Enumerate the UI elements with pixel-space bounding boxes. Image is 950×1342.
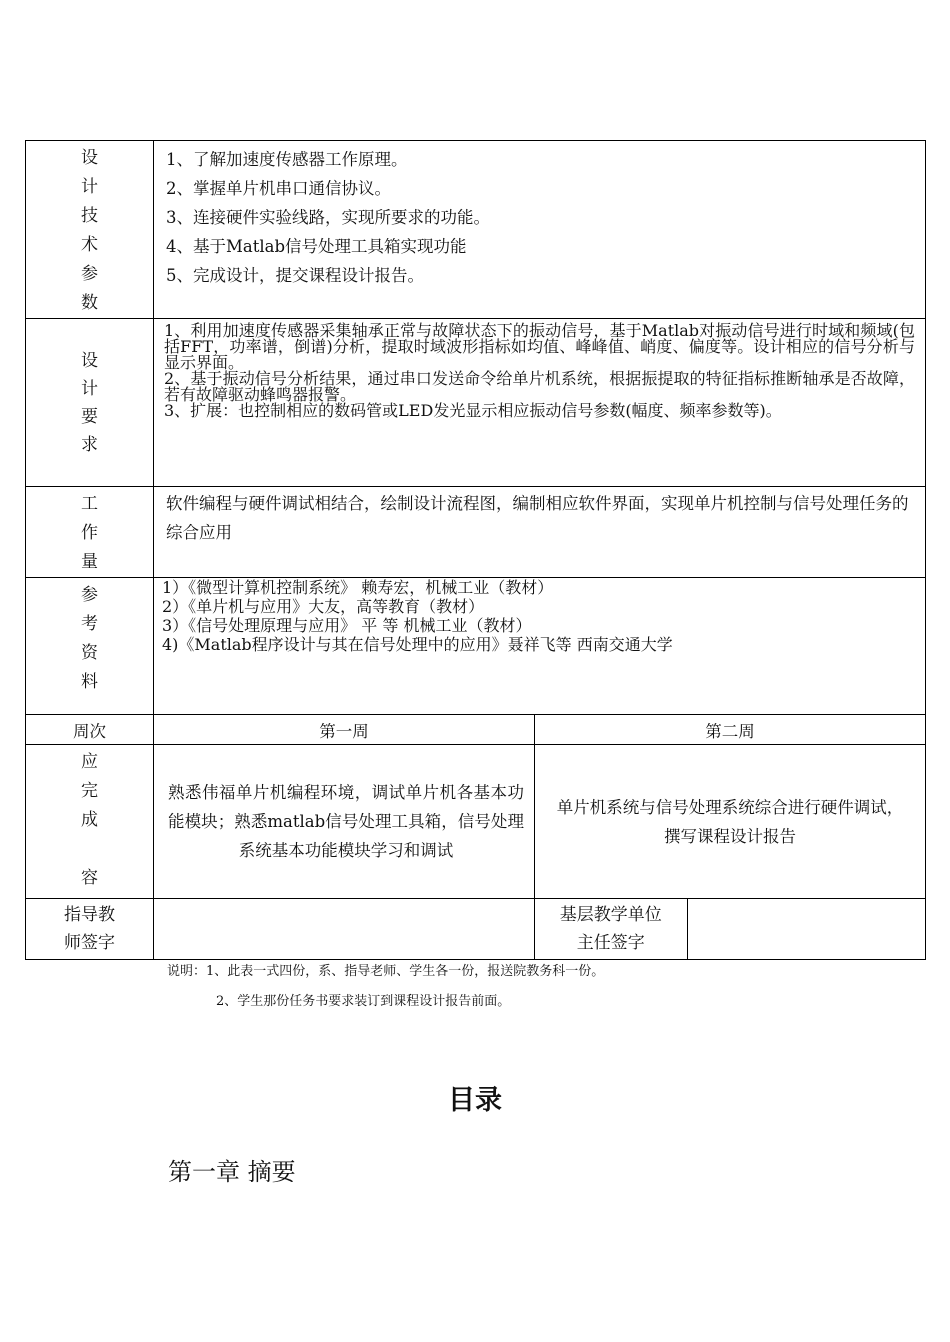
schedule-content-label <box>26 745 154 899</box>
tech-params-content <box>154 141 926 319</box>
label-char: 术 <box>81 235 98 255</box>
label-char: 料 <box>81 672 98 692</box>
list-item: 2、基于振动信号分析结果，通过串口发送命令给单片机系统，根据振提取的特征指标推断轴承是否故障，若有故障驱动蜂鸣器报警。 <box>164 369 915 404</box>
unit-signature-subtable <box>535 899 925 959</box>
note-line-2: 2、学生那份任务书要求装订到课程设计报告前面。 <box>216 994 511 1009</box>
label-line: 主任签字 <box>576 933 645 953</box>
unit-signature-label <box>535 899 687 959</box>
signature-row <box>26 899 926 960</box>
toc-title: 目录 <box>448 1085 502 1116</box>
label-char: 考 <box>81 614 98 634</box>
label-char: 技 <box>81 206 98 226</box>
label-char: 设 <box>81 148 98 168</box>
requirements-label <box>26 319 154 487</box>
tech-params-label <box>26 141 154 319</box>
list-item: 1、利用加速度传感器采集轴承正常与故障状态下的振动信号，基于Matlab对振动信号进行时域和频域(包括FFT，功率谱，倒谱)分析，提取时域波形指标如均值、峰峰值、峭度、偏度等。设计相应的信号分析与显示界面。 <box>164 321 915 372</box>
reference-item: 2）《单片机与应用》大友，高等教育（教材） <box>162 597 485 616</box>
week-header-label: 周次 <box>26 715 154 745</box>
label-char: 完 <box>81 781 98 801</box>
label-char: 工 <box>81 494 98 514</box>
references-label <box>26 578 154 715</box>
requirements-content <box>154 319 926 487</box>
schedule-header-row <box>26 715 926 745</box>
reference-item: 1）《微型计算机控制系统》 赖寿宏，机械工业（教材） <box>162 578 554 597</box>
week2-line: 单片机系统与信号处理系统综合进行硬件调试， <box>556 797 904 817</box>
label-char: 量 <box>81 552 98 572</box>
toc-chapter-1: 第一章 摘要 <box>168 1158 296 1186</box>
workload-label <box>26 487 154 578</box>
workload-content: 软件编程与硬件调试相结合，绘制设计流程图，编制相应软件界面，实现单片机控制与信号处理任务的综合应用 <box>154 487 926 578</box>
list-item: 4、基于Matlab信号处理工具箱实现功能 <box>166 237 467 256</box>
reference-item: 4)《Matlab程序设计与其在信号处理中的应用》聂祥飞等 西南交通大学 <box>162 635 673 654</box>
week1-content: 熟悉伟福单片机编程环境，调试单片机各基本功能模块；熟悉matlab信号处理工具箱，信号处理系统基本功能模块学习和调试 <box>154 745 535 899</box>
tech-params-row <box>26 141 926 319</box>
list-item: 1、了解加速度传感器工作原理。 <box>166 150 408 169</box>
label-char <box>26 835 153 864</box>
week1-header: 第一周 <box>154 715 535 745</box>
reference-item: 3）《信号处理原理与应用》 平 等 机械工业（教材） <box>162 616 532 635</box>
references-row <box>26 578 926 715</box>
unit-signature-field[interactable] <box>687 899 925 959</box>
week2-content <box>535 745 926 899</box>
list-item: 5、完成设计，提交课程设计报告。 <box>166 266 424 285</box>
week2-line: 撰写课程设计报告 <box>664 826 796 846</box>
label-char: 设 <box>81 350 98 371</box>
list-item: 3、连接硬件实验线路，实现所要求的功能。 <box>166 208 490 227</box>
label-char: 计 <box>81 177 98 197</box>
teacher-signature-label <box>26 899 154 960</box>
label-char: 参 <box>81 264 98 284</box>
label-char: 应 <box>81 752 98 772</box>
note-line-1: 说明：1、此表一式四份，系、指导老师、学生各一份，报送院教务科一份。 <box>167 964 605 979</box>
label-char: 要 <box>81 406 98 427</box>
label-char: 成 <box>81 810 98 830</box>
list-item: 3、扩展：也控制相应的数码管或LED发光显示相应振动信号参数(幅度、频率参数等)。 <box>164 401 782 420</box>
label-char: 数 <box>81 293 98 313</box>
task-form-table <box>25 140 926 960</box>
label-line: 师签字 <box>64 933 115 953</box>
label-char: 容 <box>81 868 98 888</box>
requirements-row <box>26 319 926 487</box>
label-line: 指导教 <box>64 905 115 925</box>
label-char: 计 <box>81 378 98 399</box>
week2-header: 第二周 <box>535 715 926 745</box>
schedule-content-row <box>26 745 926 899</box>
references-content <box>154 578 926 715</box>
list-item: 2、掌握单片机串口通信协议。 <box>166 179 391 198</box>
teacher-signature-field[interactable] <box>154 899 535 960</box>
label-char: 参 <box>81 585 98 605</box>
label-char: 作 <box>81 523 98 543</box>
label-char: 求 <box>81 434 98 455</box>
workload-row <box>26 487 926 578</box>
label-char: 资 <box>81 643 98 663</box>
unit-signature-container <box>535 899 926 960</box>
label-line: 基层教学单位 <box>559 905 662 925</box>
